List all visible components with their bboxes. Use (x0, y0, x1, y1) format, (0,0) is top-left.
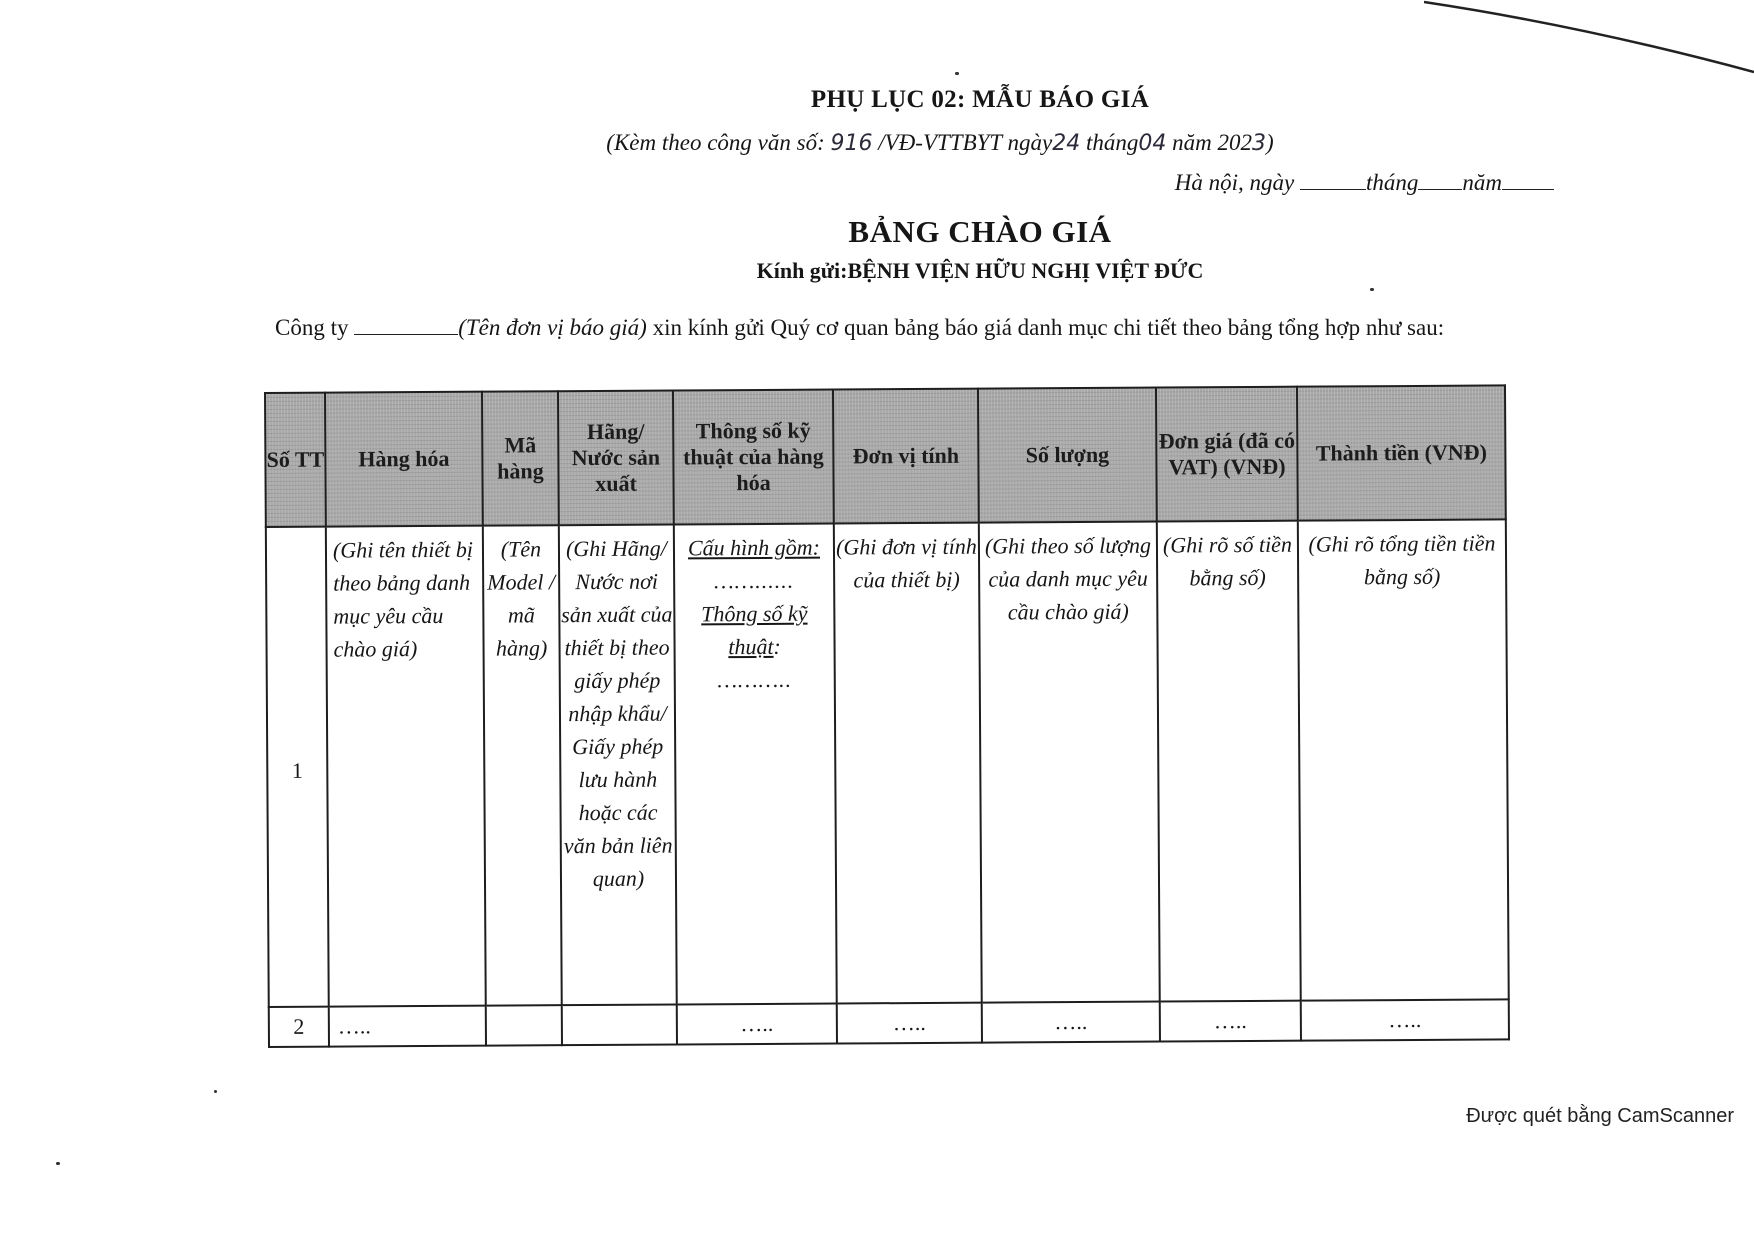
month-blank (1418, 189, 1462, 190)
reference-line (470, 130, 1410, 156)
place-date-month: tháng (1365, 170, 1419, 195)
ref-year-label: năm 202 (1172, 130, 1253, 155)
cell-unit-price: (Ghi rõ số tiền bằng số) (1157, 521, 1301, 1002)
company-hint: (Tên đơn vị báo giá) (458, 315, 647, 340)
cell-manufacturer (562, 1004, 677, 1045)
header-stt: Số TT (265, 393, 326, 527)
table-row (269, 999, 1509, 1047)
scan-speck (1370, 288, 1374, 291)
cell-spec (674, 524, 837, 1005)
header-code: Mã hàng (482, 391, 559, 525)
header-goods: Hàng hóa (325, 392, 483, 527)
header-quantity: Số lượng (978, 388, 1157, 523)
scan-edge-stroke (1424, 0, 1754, 80)
spec-config-label: Cấu hình gồm: (687, 534, 821, 561)
cell-code: (Tên Model / mã hàng) (483, 525, 562, 1005)
cell-goods: (Ghi tên thiết bị theo bảng danh mục yêu cầu chào giá) (326, 526, 486, 1007)
spec-tech-dots: ……….. (717, 666, 793, 693)
cell-manufacturer: (Ghi Hãng/ Nước nơi sản xuất của thiết bị theo giấy phép nhập khẩu/ Giấy phép lưu hành hoặc các văn bản liên quan) (559, 524, 677, 1005)
cell-unit: (Ghi đơn vị tính của thiết bị) (834, 523, 982, 1004)
cell-stt: 1 (266, 527, 329, 1007)
header-total: Thành tiền (VNĐ) (1297, 385, 1506, 520)
place-date-place: Hà nội, ngày (1174, 170, 1295, 195)
place-date-line (1175, 170, 1554, 196)
cell-quantity: ….. (982, 1002, 1160, 1043)
scan-speck (955, 72, 959, 75)
intro-rest: xin kính gửi Quý cơ quan bảng báo giá danh mục chi tiết theo bảng tổng hợp như sau: (652, 315, 1445, 340)
header-unit: Đơn vị tính (833, 389, 979, 524)
camscanner-watermark: Được quét bằng CamScanner (1466, 1105, 1734, 1127)
cell-total: ….. (1301, 999, 1509, 1040)
year-blank (1502, 189, 1554, 190)
company-blank (354, 334, 458, 335)
spec-tech-label: Thông số kỹ thuật (701, 600, 808, 660)
cell-goods: ….. (329, 1006, 486, 1047)
cell-unit: ….. (837, 1003, 982, 1044)
header-spec: Thông số kỹ thuật của hàng hóa (673, 390, 834, 525)
spec-tech-colon: : (773, 633, 781, 659)
ref-year-digit: 3 (1252, 131, 1267, 156)
ref-prefix: (Kèm theo công văn số: (606, 130, 825, 155)
recipient-line: Kính gửi:BỆNH VIỆN HỮU NGHỊ VIỆT ĐỨC (756, 258, 1204, 283)
cell-total: (Ghi rõ tổng tiền tiền bằng số) (1298, 519, 1509, 1000)
ref-day: 24 (1052, 131, 1081, 156)
ref-number: 916 (830, 131, 873, 156)
cell-stt: 2 (269, 1007, 329, 1047)
spec-tech-line (675, 597, 833, 664)
day-blank (1300, 189, 1366, 190)
header-unit-price: Đơn giá (đã có VAT) (VNĐ) (1156, 387, 1298, 522)
main-title: BẢNG CHÀO GIÁ (848, 214, 1112, 249)
ref-suffix: ) (1266, 130, 1274, 155)
intro-paragraph (205, 310, 1575, 346)
header-manufacturer: Hãng/ Nước sản xuất (558, 391, 674, 526)
ref-code: /VĐ-VTTBYT ngày (878, 130, 1053, 155)
cell-spec: ….. (677, 1004, 837, 1045)
table-row (266, 519, 1509, 1007)
scan-speck (214, 1090, 217, 1093)
spec-config-dots: ……...... (714, 567, 795, 594)
ref-month-label: tháng (1086, 130, 1139, 155)
quotation-table (264, 384, 1510, 1048)
cell-quantity: (Ghi theo số lượng của danh mục yêu cầu chào giá) (979, 522, 1160, 1003)
company-label: Công ty (275, 315, 349, 340)
cell-unit-price: ….. (1160, 1001, 1301, 1042)
ref-month: 04 (1138, 131, 1167, 156)
table-header-row (265, 385, 1506, 527)
cell-code (486, 1005, 562, 1045)
scan-speck (56, 1162, 60, 1165)
appendix-title: PHỤ LỤC 02: MẪU BÁO GIÁ (810, 86, 1150, 113)
place-date-year: năm (1462, 170, 1502, 195)
